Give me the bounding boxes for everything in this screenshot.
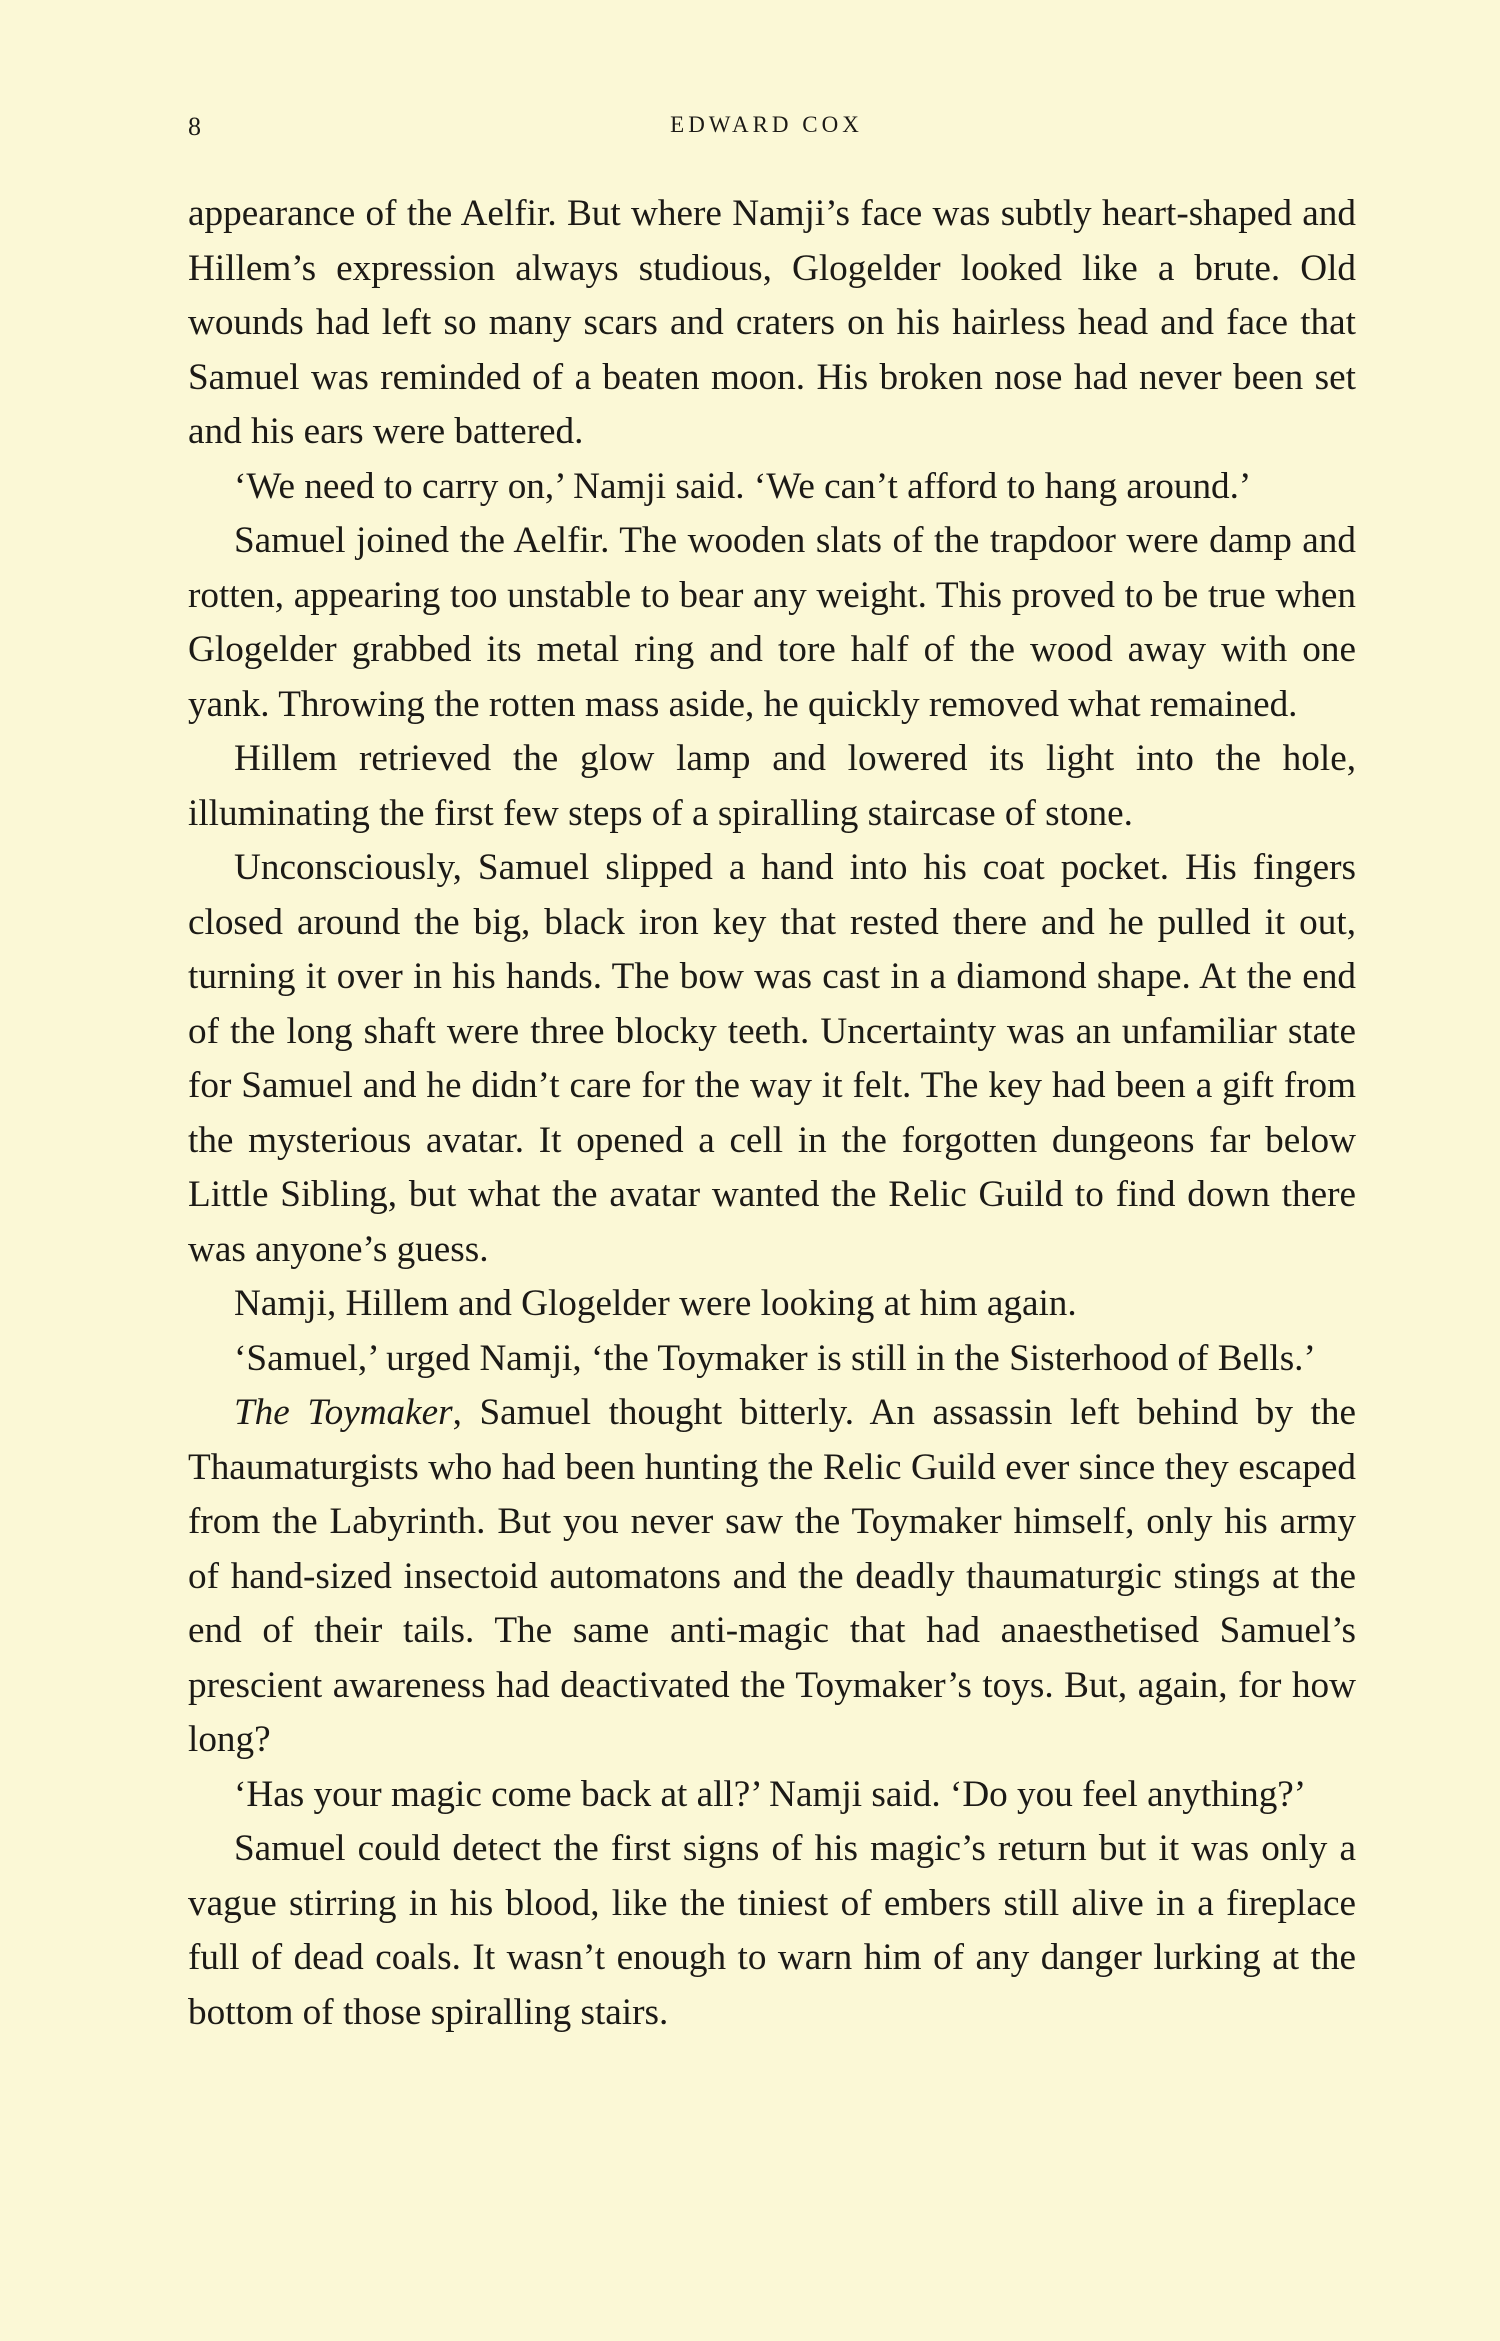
paragraph-continued: appearance of the Aelfir. But where Namji’s face was subtly heart-shaped and Hillem’s expression always studious, Glogelder looked like a brute. Old wounds had left so many scars and craters on his hairless head and face that Samuel was reminded of a beaten moon. His broken nose had never been set and his ears were battered. [188, 193, 1356, 452]
running-head: EDWARD COX [670, 112, 863, 137]
paragraph: Samuel joined the Aelfir. The wooden slats of the trapdoor were damp and rotten, appearing too unstable to bear any weight. This proved to be true when Glogelder grabbed its metal ring and tore half of the wood away with one yank. Throwing the rotten mass aside, he quickly removed what remained. [188, 520, 1356, 725]
paragraph: Hillem retrieved the glow lamp and lowered its light into the hole, illuminating the first few steps of a spiralling staircase of stone. [188, 738, 1356, 834]
page-number: 8 [188, 112, 201, 141]
body-text [188, 187, 1356, 2040]
paragraph: Unconsciously, Samuel slipped a hand into his coat pocket. His fingers closed around the big, black iron key that rested there and he pulled it out, turning it over in his hands. The bow was cast in a diamond shape. At the end of the long shaft were three blocky teeth. Uncertainty was an unfamiliar state for Samuel and he didn’t care for the way it felt. The key had been a gift from the mysterious avatar. It opened a cell in the forgotten dungeons far below Little Sibling, but what the avatar wanted the Relic Guild to find down there was anyone’s guess. [188, 847, 1356, 1270]
paragraph: ‘Has your magic come back at all?’ Namji said. ‘Do you feel anything?’ [234, 1773, 1307, 1815]
paragraph: Namji, Hillem and Glogelder were looking at him again. [234, 1283, 1077, 1324]
paragraph: ‘We need to carry on,’ Namji said. ‘We can’t afford to hang around.’ [234, 465, 1252, 507]
italic-title: The Toymaker [234, 1392, 453, 1433]
paragraph: Samuel could detect the first signs of his magic’s return but it was only a vague stirring in his blood, like the tiniest of embers still alive in a fireplace full of dead coals. It wasn’t enough to warn him of any danger lurking at the bottom of those spiralling stairs. [188, 1828, 1356, 2033]
paragraph [188, 1386, 1356, 1768]
paragraph-text: , Samuel thought bitterly. An assassin left behind by the Thaumaturgists who had been hunting the Relic Guild ever since they escaped from the Labyrinth. But you never saw the Toymaker himself, only his army of hand-sized insectoid automatons and the deadly thaumaturgic stings at the end of their tails. The same anti-magic that had anaesthetised Samuel’s prescient awareness had deactivated the Toymaker’s toys. But, again, for how long? [188, 1392, 1356, 1760]
page-header [188, 112, 1345, 152]
paragraph: ‘Samuel,’ urged Namji, ‘the Toymaker is still in the Sisterhood of Bells.’ [234, 1337, 1316, 1379]
